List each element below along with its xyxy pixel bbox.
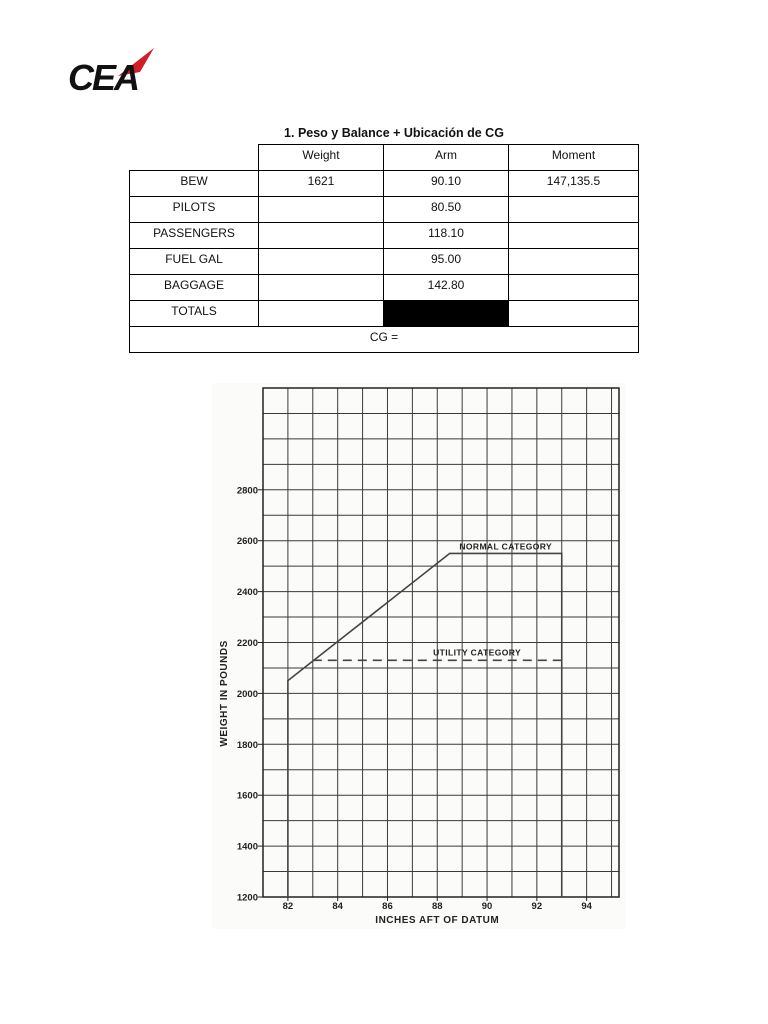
y-tick-label: 1400 bbox=[236, 841, 258, 853]
y-tick-label: 2800 bbox=[236, 485, 258, 497]
cg-envelope-chart bbox=[212, 383, 626, 929]
header-arm: Arm bbox=[384, 145, 509, 171]
chart-background bbox=[212, 383, 626, 929]
moment-cell bbox=[509, 275, 639, 301]
table-row bbox=[130, 223, 639, 249]
row-label: BEW bbox=[130, 171, 259, 197]
row-label: PILOTS bbox=[130, 197, 259, 223]
x-tick-label: 84 bbox=[332, 901, 343, 912]
cea-logo bbox=[68, 44, 158, 96]
table-row bbox=[130, 275, 639, 301]
weight-cell: 1621 bbox=[259, 171, 384, 197]
table-row bbox=[130, 249, 639, 275]
totals-row bbox=[130, 301, 639, 327]
cg-row bbox=[130, 327, 639, 353]
table-header-row bbox=[130, 145, 639, 171]
y-axis-label: WEIGHT IN POUNDS bbox=[219, 640, 230, 747]
page-title: 1. Peso y Balance + Ubicación de CG bbox=[284, 126, 504, 140]
y-tick-label: 1800 bbox=[236, 739, 258, 751]
moment-cell bbox=[509, 223, 639, 249]
arm-cell: 118.10 bbox=[384, 223, 509, 249]
totals-weight-cell bbox=[259, 301, 384, 327]
x-axis-label: INCHES AFT OF DATUM bbox=[375, 915, 500, 926]
series-label: NORMAL CATEGORY bbox=[459, 541, 553, 552]
weight-cell bbox=[259, 249, 384, 275]
cg-envelope-svg bbox=[212, 383, 626, 929]
x-tick-label: 90 bbox=[481, 901, 493, 912]
table-row bbox=[130, 197, 639, 223]
totals-moment-cell bbox=[509, 301, 639, 327]
moment-cell bbox=[509, 197, 639, 223]
header-moment: Moment bbox=[509, 145, 639, 171]
weight-balance-table bbox=[129, 144, 639, 353]
weight-cell bbox=[259, 197, 384, 223]
svg-text:CEA: CEA bbox=[68, 57, 139, 96]
cea-logo-graphic bbox=[68, 44, 158, 96]
row-label: PASSENGERS bbox=[130, 223, 259, 249]
weight-cell bbox=[259, 275, 384, 301]
header-empty-cell bbox=[130, 145, 259, 171]
totals-arm-blackout bbox=[384, 301, 509, 327]
y-tick-label: 2600 bbox=[236, 536, 258, 548]
y-tick-label: 2200 bbox=[236, 638, 258, 649]
weight-cell bbox=[259, 223, 384, 249]
cg-cell bbox=[130, 327, 639, 353]
table-row bbox=[130, 171, 639, 197]
y-tick-label: 2400 bbox=[236, 587, 258, 599]
x-tick-label: 86 bbox=[382, 901, 393, 912]
moment-cell: 147,135.5 bbox=[509, 171, 639, 197]
x-tick-label: 94 bbox=[581, 901, 592, 912]
moment-cell bbox=[509, 249, 639, 275]
x-tick-label: 82 bbox=[282, 901, 294, 912]
arm-cell: 90.10 bbox=[384, 171, 509, 197]
y-tick-label: 2000 bbox=[236, 688, 258, 700]
x-tick-label: 92 bbox=[531, 901, 543, 912]
row-label: BAGGAGE bbox=[130, 275, 259, 301]
x-tick-label: 88 bbox=[431, 901, 443, 912]
series-label: UTILITY CATEGORY bbox=[433, 647, 522, 658]
arm-cell: 80.50 bbox=[384, 197, 509, 223]
y-tick-label: 1200 bbox=[236, 892, 258, 904]
header-weight: Weight bbox=[259, 145, 384, 171]
cg-label: CG = bbox=[369, 330, 399, 344]
row-label: FUEL GAL bbox=[130, 249, 259, 275]
arm-cell: 142.80 bbox=[384, 275, 509, 301]
y-tick-label: 1600 bbox=[236, 790, 258, 802]
arm-cell: 95.00 bbox=[384, 249, 509, 275]
totals-label: TOTALS bbox=[130, 301, 259, 327]
